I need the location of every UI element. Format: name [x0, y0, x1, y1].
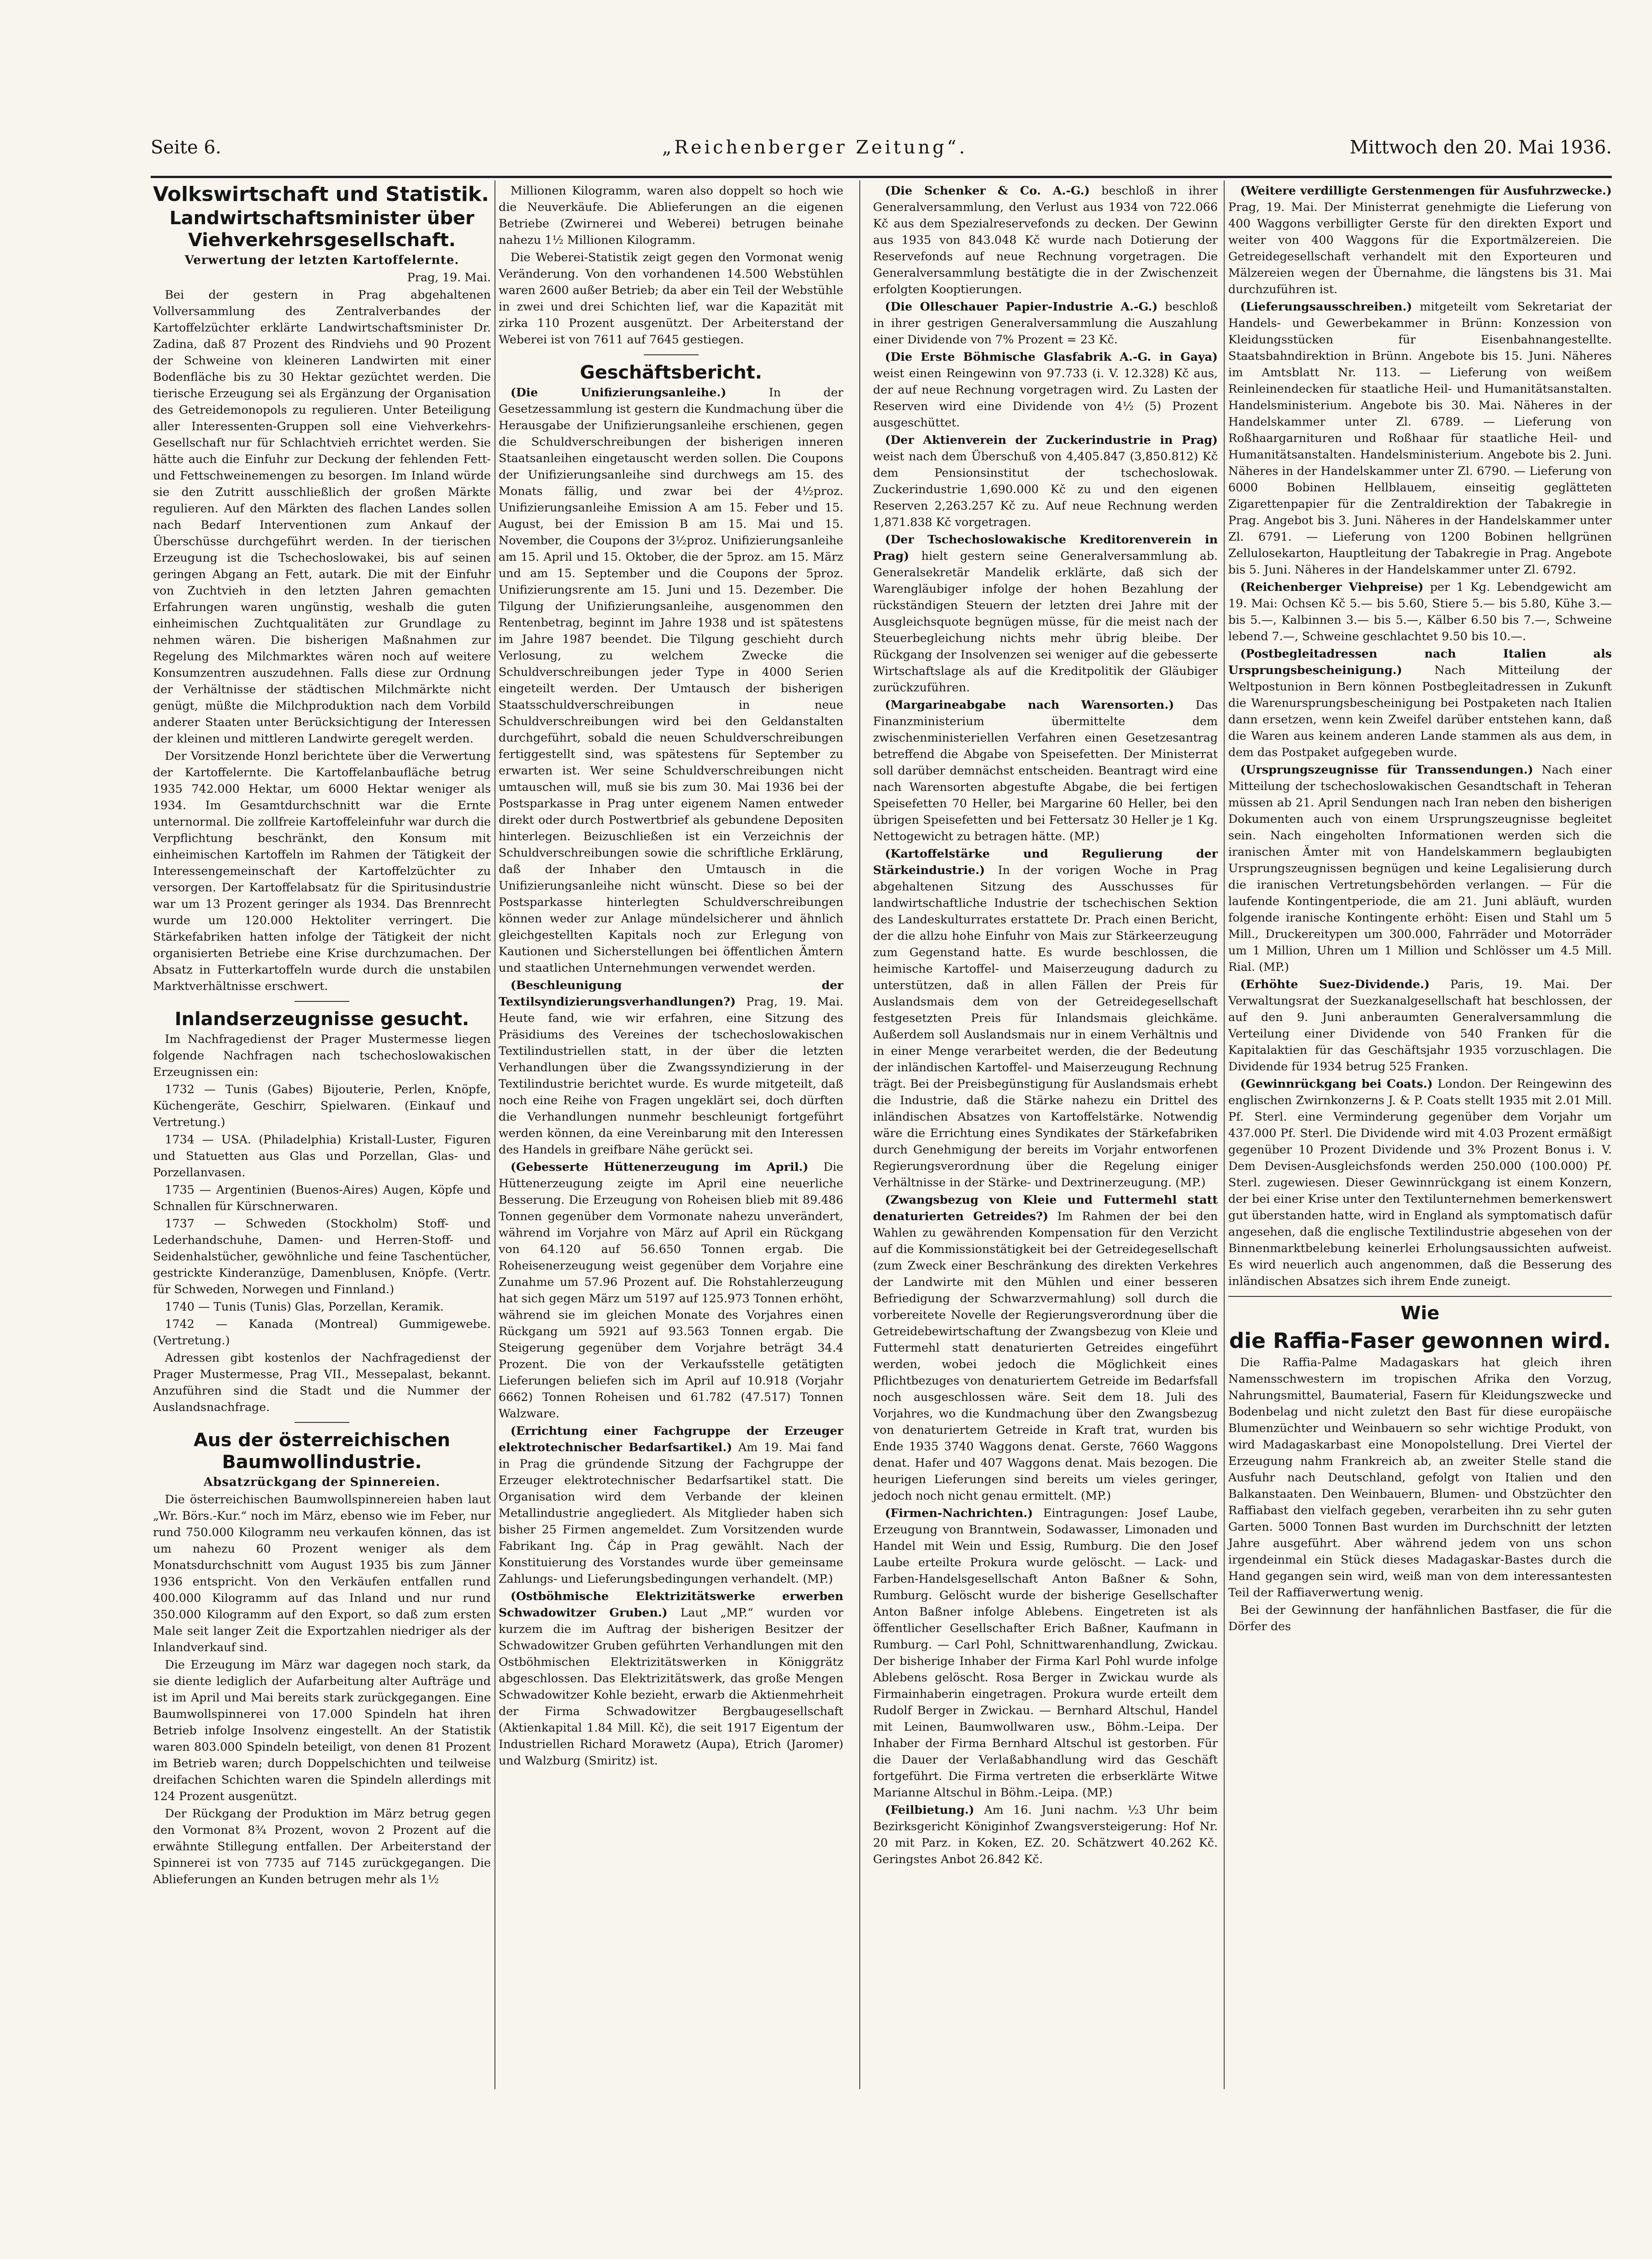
news-item-body: Prag, 19. Mai. Der Ministerrat genehmigte die Lieferung von 400 Waggons verbilligter Gerste für den direkten Export und weiter von 400 Waggons für die Exportmälzereien. Die Getreidegesellschaft verhandelt mit den Exporteuren und Mälzereien wegen der Übernahme, die längstens bis 31. Mai durchzuführen ist. — [1228, 200, 1612, 296]
news-item-headline: (Gebesserte Hüttenerzeugung im April.) — [510, 1160, 809, 1174]
news-item-body: mitgeteilt vom Sekretariat der Handels- und Gewerbekammer in Brünn: Konzession von Kleidungsstücken für Eisenbahnangestellte. Staatsbahndirektion in Brünn. Angebote bis 15. Juni. Näheres im Amtsblatt Nr. 113. — Lieferung von weißem Reinleinendecken für staatliche Heil- und Humanitätsanstalten. Handelsministerium. Angebote bis 30. Mai. Näheres in der Handelskammer unter Zl. 6789. — Lieferung von Roßhaargarnituren und Roßhaar für staatliche Heil- und Humanitätsanstalten. Handelsministerium. Angebote bis 2. Juni. Näheres in der Handelskammer unter Zl. 6790. — Lieferung von 6000 Bobinen Hellblauem, einseitig geglätteten Zigarettenpapier für die Zentraldirektion der Tabakregie in Prag. Angebot bis 3. Juni. Näheres in der Handelskammer unter Zl. 6791. — Lieferung von 1200 Bobinen hellgrünen Zellulosekarton, Hauptleitung der Tabakregie in Prag. Angebote bis 5. Juni. Näheres in der Handelskammer unter Zl. 6792. — [1228, 300, 1612, 577]
news-item-body: beschloß in ihrer Generalversammlung, den Verlust aus 1934 von 722.066 Kč aus dem Spezialreservefonds zu decken. Der Gewinn aus 1935 von 843.048 Kč wurde nach Dotierung der Reservefonds auf neue Rechnung vorgetragen. Die Generalversammlung bestätigte die in der Zwischenzeit erfolgten Kooptierungen. — [873, 184, 1218, 296]
news-item — [873, 1192, 1218, 1504]
news-item-headline: (Reichenberger Viehpreise) — [1240, 580, 1424, 594]
news-item-body: Laut „MP.“ wurden vor kurzem die im Auftrag der bisherigen Besitzer der Schwadowitzer Gruben geführten Verhandlungen mit den Ostböhmischen Elektrizitätswerken in Königgrätz abgeschlossen. Das Elektrizitätswerk, das große Mengen Schwadowitzer Kohle bezieht, erwarb die Aktienmehrheit der Firma Schwadowitzer Bergbaugesellschaft (Aktienkapital 1.84 Mill. Kč), die seit 1917 Eigentum der Industriellen Richard Morawetz (Aupa), Etrich (Jaromer) und Walzburg (Smiritz) ist. — [499, 1606, 843, 1768]
news-item — [499, 384, 843, 976]
news-item-headline: (Zwangsbezug von Kleie und Futtermehl statt denaturierten Getreides?) — [873, 1193, 1218, 1223]
news-item — [1228, 299, 1612, 578]
news-item-headline: (Die Olleschauer Papier-Industrie A.-G.) — [885, 300, 1158, 314]
news-item — [1228, 762, 1612, 975]
news-item — [499, 1159, 843, 1422]
article-paragraph: Bei der gestern in Prag abgehaltenen Vollversammlung des Zentralverbandes der Kartoffelzüchter erklärte Landwirtschaftsminister Dr. Zadina, daß 87 Prozent des Rindviehs und 90 Prozent der Schweine von kleineren Landwirten mit einer Bodenfläche bis zu 30 Hektar gezüchtet werden. Die tierische Erzeugung sei als Ergänzung der Organisation des Getreidemonopols zu regulieren. Unter Beteiligung aller Interessenten-Gruppen soll eine Viehverkehrs-Gesellschaft nur für Schlachtvieh errichtet werden. Sie hätte auch die Einfuhr zur Deckung der fehlenden Fett- und Fettschweinemengen zu besorgen. Im Inland würde sie den Zutritt ausschließlich der großen Märkte regulieren. Auf den Märkten des flachen Landes sollen nach Bedarf Interventionen zum Ankauf der Überschüsse durchgeführt werden. In der tierischen Erzeugung ist die Tschechoslowakei, bis auf seinen geringen Abgang an Fett, autark. Die mit der Einfuhr von Zuchtvieh in den letzten Jahren gemachten Erfahrungen waren ungünstig, weshalb die guten einheimischen Zuchtqualitäten zur Grundlage zu nehmen wären. Die bisherigen Maßnahmen zur Regelung des Milchmarktes wären noch auf weitere Konsumzentren auszudehnen. Falls diese zur Ordnung der Verhältnisse der städtischen Milchmärkte nicht genügt, müßte die Milchproduktion nach dem Vorbild anderer Staaten unter Berücksichtigung der Interessen der kleinen und mittleren Landwirte geregelt werden. — [153, 288, 491, 746]
news-item-body: Im Rahmen der bei den Wahlen zu gewährenden Kompensation für den Verzicht auf die Kommissionstätigkeit bei der Getreidegesellschaft (zum Zweck einer Beschränkung des direkten Verkehres der Landwirte mit den Mühlen und einer besseren Befriedigung der Schwarzvermahlung) soll durch die vorbereitete Novelle der Regierungsverordnung über die Getreidebewirtschaftung der Zwangsbezug von Kleie und Futtermehl statt denaturierten Getreides eingeführt werden, wobei jedoch die Möglichkeit eines Pflichtbezuges von denaturiertem Getreide im Bedarfsfall noch ausgeschlossen wäre. Seit dem 18. Juli des Vorjahres, wo die Kundmachung über den Zwangsbezug von denaturiertem Getreide in Kraft trat, wurden bis Ende 1935 3740 Waggons denat. Gerste, 7660 Waggons denat. Hafer und 407 Waggons denat. Mais bezogen. Die heurigen Lieferungen sind bereits um vieles geringer, jedoch noch nicht genau ermittelt. (MP.) — [873, 1210, 1218, 1503]
news-item-body: Prag, 19. Mai. Heute fand, wie wir erfahren, eine Sitzung des Präsidiums des Vereines der tschechoslowakischen Textilindustriellen statt, in der über die letzten Verhandlungen über die Zwangssyndizierung in der Textilindustrie berichtet wurde. Es wurde mitgeteilt, daß noch eine Reihe von Fragen ungeklärt sei, doch dürften die Verhandlungen nunmehr beschleunigt fortgeführt werden können, da eine Vereinbarung mit den Interessen des Handels in greifbare Nähe gerückt sei. — [499, 995, 843, 1157]
news-item-headline: (Errichtung einer Fachgruppe der Erzeuger elektrotechnischer Bedarfsartikel.) — [499, 1424, 843, 1454]
news-item-headline: (Erhöhte Suez-Dividende.) — [1240, 978, 1430, 991]
article-paragraph: Im Nachfragedienst der Prager Mustermesse liegen folgende Nachfragen nach tschechoslowakischen Erzeugnissen ein: — [153, 1032, 491, 1079]
news-item-headline: (Der Tschechoslowakische Kreditorenverein in Prag) — [873, 533, 1218, 563]
news-item-body: Paris, 19. Mai. Der Verwaltungsrat der Suezkanalgesellschaft hat beschlossen, der auf den 9. Juni anberaumten Generalversammlung die Verteilung einer Dividende von 540 Franken für die Kapitalaktien für das Geschäftsjahr 1935 vorzuschlagen. Die Dividende für 1934 betrug 525 Franken. — [1228, 978, 1612, 1074]
news-item — [873, 299, 1218, 348]
inquiry-item: 1742 — Kanada (Montreal) Gummigewebe. (Vertretung.) — [153, 1317, 491, 1348]
news-item — [873, 846, 1218, 1191]
news-item-headline: (Gewinnrückgang bei Coats.) — [1240, 1077, 1433, 1091]
article-paragraph: Der Rückgang der Produktion im März betrug gegen den Vormonat 8¾ Prozent, wovon 2 Prozent auf die erwähnte Stillegung entfallen. Der Arbeiterstand der Spinnerei ist von 7735 auf 7145 zurückgegangen. Die Ablieferungen an Kunden betrugen mehr als 1½ — [153, 1807, 491, 1886]
news-item-headline: (Ostböhmische Elektrizitätswerke erwerben Schwadowitzer Gruben.) — [499, 1590, 843, 1620]
news-item — [873, 697, 1218, 845]
article-title: Landwirtschaftsminister über Viehverkehrsgesellschaft. — [169, 208, 474, 251]
news-item-body: In der Gesetzessammlung ist gestern die Kundmachung über die Herausgabe der Unifizierungsanleihe erschienen, gegen die Schuldverschreibungen der bisherigen inneren Staatsanleihen eingetauscht werden sollen. Die Coupons der Unifizierungsanleihe sind durchwegs am 15. des Monats fällig, und zwar bei der 4½proz. Unifizierungsanleihe Emission A am 15. Feber und 15. August, bei der Emission B am 15. Mai und 15. November, die Coupons der 3½proz. Unifizierungsanleihe am 15. April und 15. Oktober, die der 5proz. am 15. März und am 15. September und die Coupons der 5proz. Unifizierungsrente am 15. Juni und 15. Dezember. Die Tilgung der Unifizierungsanleihe, ausgenommen den Rentenbetrag, beginnt im Jahre 1938 und ist spätestens im Jahre 1987 beendet. Die Tilgung geschieht durch Verlosung, zu welchem Zwecke die Schuldverschreibungen jeder Type in 4000 Serien eingeteilt werden. Der Umtausch der bisherigen Staatsschuldverschreibungen in neue Schuldverschreibungen wird bei den Geldanstalten durchgeführt, sobald die neuen Schuldverschreibungen fertiggestellt sind, was spätestens für September zu erwarten ist. Wer seine Schuldverschreibungen nicht umtauschen will, muß sie bis zum 30. Mai 1936 bei der Postsparkasse in Prag unter eigenem Namen entweder direkt oder durch Postwertbrief als gebundene Depositen hinterlegen. Beizuschließen ist ein Verzeichnis der Schuldverschreibungen sowie die schriftliche Erklärung, daß der Inhaber den Umtausch in die Unifizierungsanleihe nicht wünscht. Diese so bei der Postsparkasse hinterlegten Schuldverschreibungen können weder zur Anlage mündelsicherer und ähnlich gleichgestellten Kapitals noch zur Erlegung von Kautionen und Sicherstellungen bei öffentlichen Ämtern und staatlichen Unternehmungen verwendet werden. — [499, 386, 843, 975]
news-item-headline: (Die Unifizierungsanleihe.) — [510, 386, 726, 400]
inquiry-item: 1735 — Argentinien (Buenos-Aires) Augen, Köpfe und Schnallen für Kürschnerwaren. — [153, 1183, 491, 1213]
separator — [644, 354, 699, 355]
news-item-body: Nach einer Mitteilung der tschechoslowakischen Gesandtschaft in Teheran müssen ab 21. April Sendungen nach Iran neben den bisherigen Dokumenten auch von einem Ursprungszeugnisse begleitet sein. Nach eingeholten Informationen werden sich die iranischen Ämter mit von Handelskammern beglaubigten Ursprungszeugnissen begnügen und keine Legalisierung durch die iranischen Vertretungsbehörden verlangen. — Für die laufende Kontingentperiode, die am 21. Juni abläuft, wurden folgende iranische Kontingente erhöht: Eisen und Stahl um 5 Mill., Druckereitypen um 300.000, Fahrräder und Motorräder um 1 Million, Uhren um 1 Million und Schlösser um 4.5 Mill. Rial. (MP.) — [1228, 763, 1612, 974]
separator — [295, 1001, 349, 1002]
news-item-headline: (Die Erste Böhmische Glasfabrik A.-G. in Gaya) — [885, 350, 1218, 364]
article-paragraph: Millionen Kilogramm, waren also doppelt so hoch wie die Neuverkäufe. Die Ablieferungen an die eigenen Betriebe (Zwirnerei und Weberei) betrugen beinahe nahezu 1½ Millionen Kilogramm. — [499, 184, 843, 247]
news-item — [873, 532, 1218, 696]
header-rule — [151, 176, 1612, 178]
article-paragraph: Bei der Gewinnung der hanfähnlichen Bastfaser, die für die Dörfer des — [1228, 1603, 1612, 1633]
article-paragraph: Der Vorsitzende Honzl berichtete über die Verwertung der Kartoffelernte. Die Kartoffelanbaufläche betrug 1935 742.000 Hektar, um 6000 Hektar weniger als 1934. Im Gesamtdurchschnitt war die Ernte unternormal. Die zollfreie Kartoffeleinfuhr war durch die Verpflichtung beschränkt, den Konsum mit einheimischen Kartoffeln im Rahmen der Tätigkeit der Interessengemeinschaft der Kartoffelzüchter zu versorgen. Der Kartoffelabsatz für die Spiritusindustrie war um 13 Prozent geringer als 1934. Das Brennrecht wurde um 120.000 Hektoliter verringert. Die Stärkefabriken hatten infolge der Tätigkeit der nicht organisierten Betriebe eine Krise durchzumachen. Der Absatz in Futterkartoffeln wurde durch die unstabilen Marktverhältnisse erschwert. — [153, 749, 491, 993]
news-item-body: Das Finanzministerium übermittelte dem zwischenministeriellen Verfahren einen Gesetzesantrag betreffend die Abgabe von Speisefetten. Der Ministerrat soll darüber demnächst entscheiden. Beantragt wird eine nach Warensorten abgestufte Abgabe, die bei fertigen Speisefetten 70 Heller, bei Margarine 60 Heller, bei den übrigen Speisefetten und bei Fettersatz 30 Heller je 1 Kg. Nettogewicht zu betragen hätte. (MP.) — [873, 698, 1218, 843]
column-4 — [1228, 183, 1612, 1636]
running-head — [151, 137, 1612, 169]
news-item — [873, 183, 1218, 298]
news-item — [499, 977, 843, 1158]
news-item — [873, 1505, 1218, 1801]
article-paragraph: Adressen gibt kostenlos der Nachfragedienst der Prager Mustermesse, Prag VII., Messepalast, bekannt. Anzuführen sind die Stadt und die Nummer der Auslandsnachfrage. — [153, 1351, 491, 1414]
article-subhead: Absatzrückgang der Spinnereien. — [203, 1475, 441, 1489]
feature-kicker: Wie — [1400, 1303, 1440, 1324]
news-item-body: In der vorigen Woche in Prag abgehaltenen Sitzung des Ausschusses für landwirtschaftliche Industrie der tschechischen Sektion des Landeskulturrates erstattete Dr. Prach einen Bericht, der die allzu hohe Einfuhr von Mais zur Stärkeerzeugung zum Gegenstand hatte. Es wurde beschlossen, die heimische Kartoffel- und Maiserzeugung dadurch zu unterstützen, daß in allen Fällen der Preis für Auslandsmais dem von der Getreidegesellschaft festgesetzten Preis für Inlandsmais gleichkäme. Außerdem soll Auslandsmais nur in einem Verhältnis und in einer Menge verarbeitet werden, die der Bedeutung der inländischen Kartoffel- und Maiserzeugung Rechnung trägt. Bei der Preisbegünstigung für Auslandsmais erhebt die Industrie, daß die Stärke nahezu ein Drittel des inländischen Absatzes von Kartoffelstärke. Notwendig wäre die Errichtung eines Syndikates der Stärkefabriken durch Genehmigung der bereits im Vorjahr entworfenen Regierungsverordnung über die Regelung einiger Verhältnisse in der Stärke- und Dextrinerzeugung. (MP.) — [873, 864, 1218, 1190]
news-item — [873, 432, 1218, 531]
column-rule — [859, 180, 860, 2089]
news-item-headline: (Ursprungszeugnisse für Transsendungen.) — [1240, 763, 1533, 777]
news-item-headline: (Lieferungsausschreiben.) — [1240, 300, 1412, 314]
inquiry-item: 1737 — Schweden (Stockholm) Stoff- und Lederhandschuhe, Damen- und Herren-Stoff- und Seidenhalstücher, gewöhnliche und feine Taschentücher, gestrickte Kinderanzüge, Damenblusen, Knöpfe. (Vertr. für Schweden, Norwegen und Finnland.) — [153, 1217, 491, 1296]
news-item-headline: (Kartoffelstärke und Regulierung der Stärkeindustrie.) — [873, 847, 1218, 877]
news-item-headline: (Firmen-Nachrichten.) — [885, 1506, 1033, 1520]
article-paragraph: Die Weberei-Statistik zeigt gegen den Vormonat wenig Veränderung. Von den vorhandenen 14.500 Webstühlen waren 2600 außer Betrieb; da aber ein Teil der Webstühle in zwei und drei Schichten lief, war die Kapazität mit zirka 110 Prozent ausgenützt. Der Arbeiterstand der Weberei ist von 7611 auf 7645 gestiegen. — [499, 251, 843, 347]
news-item-body: Die Hüttenerzeugung zeigte im April eine neuerliche Besserung. Die Erzeugung von Roheisen blieb mit 89.486 Tonnen gegenüber dem Vormonate nahezu unverändert, während im Vorjahre von März auf April ein Rückgang von 64.120 auf 56.650 Tonnen ergab. Die Roheisenerzeugung weist gegenüber dem Vorjahre eine Zunahme um 57.96 Prozent auf. Die Rohstahlerzeugung hat sich gegen März um 5197 auf 125.973 Tonnen erhöht, während sie im gleichen Monate des Vorjahres einen Rückgang um 5921 auf 93.563 Tonnen ergab. Die Steigerung gegenüber dem Vorjahre beträgt 34.4 Prozent. Die von der Verkaufsstelle getätigten Lieferungen beliefen sich im April auf 10.918 (Vorjahr 6662) Tonnen Roheisen und 61.782 (47.517) Tonnen Walzware. — [499, 1160, 843, 1421]
inquiry-item: 1734 — USA. (Philadelphia) Kristall-Luster, Figuren und Statuetten aus Glas und Porzellan, Glas- und Porzellanvasen. — [153, 1133, 491, 1180]
news-item-body: weist nach dem Überschuß von 4,405.847 (3,850.812) Kč dem Pensionsinstitut der tschechoslowak. Zuckerindustrie 1,690.000 Kč zu und den eigenen Reserven 2,263.257 Kč zu. Auf neue Rechnung werden 1,871.838 Kč vorgetragen. — [873, 450, 1218, 529]
news-item — [1228, 976, 1612, 1075]
news-item-body: weist einen Reingewinn von 97.733 (i. V. 12.328) Kč aus, der auf neue Rechnung vorgetragen wird. Zu Lasten der Reserven wird eine Dividende von 4½ (5) Prozent ausgeschüttet. — [873, 367, 1218, 430]
business-report-list — [1228, 183, 1612, 1290]
news-item-body: Am 16. Juni nachm. ½3 Uhr beim Bezirksgericht Königinhof Zwangsversteigerung: Hof Nr. 20 mit Parz. in Koken, EZ. 20. Schätzwert 40.262 Kč. Geringstes Anbot 26.842 Kč. — [873, 1803, 1218, 1866]
article-paragraph: Die österreichischen Baumwollspinnereien haben laut „Wr. Börs.-Kur.“ noch im März, ebenso wie im Feber, nur rund 750.000 Kilogramm neu verkaufen können, das ist um nahezu 60 Prozent weniger als dem Monatsdurchschnitt vom August 1935 bis zum Jänner 1936 entspricht. Von den Verkäufen entfallen rund 400.000 Kilogramm auf das Inland und nur rund 350.000 Kilogramm auf den Export, so daß zum ersten Male seit langer Zeit die Exportzahlen niedriger als der Inlandverkauf sind. — [153, 1493, 491, 1654]
separator — [1228, 1296, 1612, 1297]
inquiry-list — [153, 1081, 491, 1349]
business-report-list — [499, 384, 843, 1769]
news-item-body: beschloß in ihrer gestrigen Generalversammlung die Auszahlung einer Dividende von 7% Prozent = 23 Kč. — [873, 300, 1218, 347]
business-report-list — [873, 183, 1218, 1868]
news-item-body: Nach Mitteilung der Weltpostunion in Bern können Postbegleitadressen in Zukunft die Warenursprungsbescheinigung bei Postpaketen nach Italien dann ersetzen, wenn kein Zweifel darüber entstehen kann, daß die Waren aus keinem anderen Lande stammen als aus dem, in dem das Postpaket aufgegeben wurde. — [1228, 663, 1612, 759]
news-item-headline: (Feilbietung.) — [885, 1803, 974, 1817]
article-paragraph: Die Erzeugung im März war dagegen noch stark, da sie diente lediglich der Aufarbeitung alter Aufträge und ist im April und Mai bereits stark zurückgegangen. Eine Baumwollspinnerei von 17.000 Spindeln hat ihren Betrieb infolge Insolvenz eingestellt. An der Statistik waren 803.000 Spindeln beteiligt, von denen 81 Prozent im Betrieb waren; durch Doppelschichten und teilweise dreifachen Schichten waren die Spindeln allerdings mit 124 Prozent ausgenützt. — [153, 1658, 491, 1803]
separator — [295, 1422, 349, 1423]
news-item-headline: (Der Aktienverein der Zuckerindustrie in Prag) — [885, 433, 1218, 447]
news-item-body: hielt gestern seine Generalversammlung ab. Generalsekretär Mandelik erklärte, daß sich der Warengläubiger infolge der hohen Bezahlung der rückständigen Steuern der letzten drei Jahre mit der Ausgleichsquote begnügen müsse, für die meist nach der Steuerbegleichung nichts mehr übrig bleibe. Der Rückgang der Insolvenzen sei weniger auf die gebesserte Wirtschaftslage als auf die Kreditpolitik der Gläubiger zurückzuführen. — [873, 549, 1218, 695]
article-title: Inlandserzeugnisse gesucht. — [174, 1009, 469, 1030]
inquiry-item: 1732 — Tunis (Gabes) Bijouterie, Perlen, Knöpfe, Küchengeräte, Geschirr, Spielwaren. (Einkauf und Vertretung.) — [153, 1083, 491, 1129]
column-3 — [873, 183, 1218, 1869]
news-item-headline: (Die Schenker & Co. A.-G.) — [885, 184, 1090, 198]
news-item-headline: (Postbegleitadressen nach Italien als Ursprungsbescheinigung.) — [1228, 647, 1612, 677]
article-title: Aus der österreichischen Baumwollindustrie. — [194, 1430, 450, 1473]
news-item-body: Eintragungen: Josef Laube, Erzeugung von Branntwein, Sodawasser, Limonaden und Handel mit Wein und Essig, Rumburg. Die den Josef Laube erteilte Prokura wurde gelöscht. — Lack- und Farben-Handelsgesellschaft Anton Baßner & Sohn, Rumburg. Gelöscht wurde der bisherige Gesellschafter Anton Baßner infolge Ablebens. Eingetreten ist als öffentlicher Gesellschafter Erich Baßner, Kaufmann in Rumburg. — Carl Pohl, Schnittwarenhandlung, Zwickau. Der bisherige Inhaber der Firma Karl Pohl wurde infolge Ablebens gelöscht. Rosa Berger in Zwickau wurde als Firmainhaberin eingetragen. Prokura wurde erteilt dem Rudolf Berger in Zwickau. — Bernhard Altschul, Handel mit Leinen, Baumwollwaren usw., Böhm.-Leipa. Der Inhaber der Firma Bernhard Altschul ist gestorben. Für die Dauer der Verlaßabhandlung wird das Geschäft fortgeführt. Die Firma vertreten die erbserklärte Witwe Marianne Altschul in Böhm.-Leipa. (MP.) — [873, 1506, 1218, 1800]
column-1 — [153, 183, 491, 1889]
news-item — [1228, 1076, 1612, 1290]
page-number: Seite 6. — [151, 137, 221, 158]
section-title: Volkswirtschaft und Statistik. — [153, 183, 489, 206]
news-item-headline: (Beschleunigung der Textilsyndizierungsverhandlungen?) — [499, 979, 843, 1009]
news-item-headline: (Margarineabgabe nach Warensorten.) — [885, 698, 1174, 712]
article-paragraph: Die Raffia-Palme Madagaskars hat gleich ihren Namensschwestern im tropischen Afrika den Vorzug, Nahrungsmittel, Baumaterial, Fasern für Kleidungszwecke und Bodenbelag und nicht zuletzt den Bast für diese europäische Blumenzüchter und Weinbauern so sehr wichtige Produkt, von wird Madagaskarbast eine Monopolstellung. Drei Viertel der Erzeugung nahm Frankreich ab, an zweiter Stelle stand die Ausfuhr nach Deutschland, gefolgt von Italien und den Balkanstaaten. Den Weinbauern, Blumen- und Obstzüchter den Raffiabast den vielfach gegeben, verarbeiten ihn zu sehr guten Garten. 5000 Tonnen Bast wurden im Durchschnitt der letzten Jahre ausgeführt. Aber während jedem von uns schon irgendeinmal ein Stück dieses Madagaskar-Bastes durch die Hand gegangen sein wird, weiß man von dem interessantesten Teil der Raffiaverwertung wenig. — [1228, 1356, 1612, 1600]
news-item-body: Am 19. Mai fand in Prag die gründende Sitzung der Fachgruppe der Erzeuger elektrotechnischer Bedarfsartikel statt. Die Organisation wird dem Verbande der kleinen Metallindustrie angegliedert. Als Mitglieder haben sich bisher 25 Firmen angemeldet. Zum Vorsitzenden wurde Fabrikant Ing. Čáp in Prag gewählt. Nach der Konstituierung des Vorstandes wurde über gemeinsame Zahlungs- und Lieferungsbedingungen verhandelt. (MP.) — [499, 1441, 843, 1586]
newspaper-title: „Reichenberger Zeitung“. — [662, 137, 968, 158]
section-title: Geschäftsbericht. — [580, 362, 762, 383]
article-subhead: Verwertung der letzten Kartoffelernte. — [184, 253, 459, 267]
news-item — [873, 1802, 1218, 1868]
news-item — [499, 1588, 843, 1769]
column-2 — [499, 183, 843, 1770]
news-item-body: per 1 Kg. Lebendgewicht am 19. Mai: Ochsen Kč 5.— bis 5.60, Stiere 5.— bis 5.80, Kühe 3.— bis 5.—, Kalbinnen 3.— bis 5.—, Kälber 6.50 bis 7.—, Schweine lebend 7.—, Schweine geschlachtet 9.50 bis 10.—. — [1228, 580, 1612, 643]
news-item — [873, 349, 1218, 431]
column-rule — [1224, 180, 1225, 2089]
news-item — [499, 1423, 843, 1587]
news-item-body: London. Der Reingewinn des englischen Zwirnkonzerns J. & P. Coats stellt 1935 mit 2.01 Mill. Pf. Sterl. eine Verminderung gegenüber dem Vorjahr um 437.000 Pf. Sterl. Die Dividende wird mit 4.03 Prozent ermäßigt gegenüber 10 Prozent Dividende und 3% Prozent Bonus i. V. Dem Devisen-Ausgleichsfonds werden 250.000 (100.000) Pf. Sterl. zugewiesen. Dieser Gewinnrückgang ist einem Konzern, der bei einer Krise unter den Textilunternehmen bemerkenswert gut überstanden hatte, wird in England als symptomatisch dafür angesehen, daß die englische Textilindustrie abgesehen von der Binnenmarktbelebung keinerlei Erholungsaussichten aufweist. Es wird neuerlich auch angenommen, daß die Besserung des inländischen Absatzes sich ihrem Ende zuneigt. — [1228, 1077, 1612, 1288]
feature-title: die Raffia-Faser gewonnen wird. — [1229, 1328, 1611, 1353]
issue-date: Mittwoch den 20. Mai 1936. — [1349, 137, 1612, 158]
inquiry-item: 1740 — Tunis (Tunis) Glas, Porzellan, Keramik. — [165, 1300, 444, 1314]
news-item-headline: (Weitere verdilligte Gerstenmengen für Ausfuhrzwecke.) — [1240, 184, 1612, 198]
dateline: Prag, 19. Mai. — [407, 271, 491, 284]
news-item — [1228, 579, 1612, 645]
news-item — [1228, 646, 1612, 761]
news-item — [1228, 183, 1612, 298]
